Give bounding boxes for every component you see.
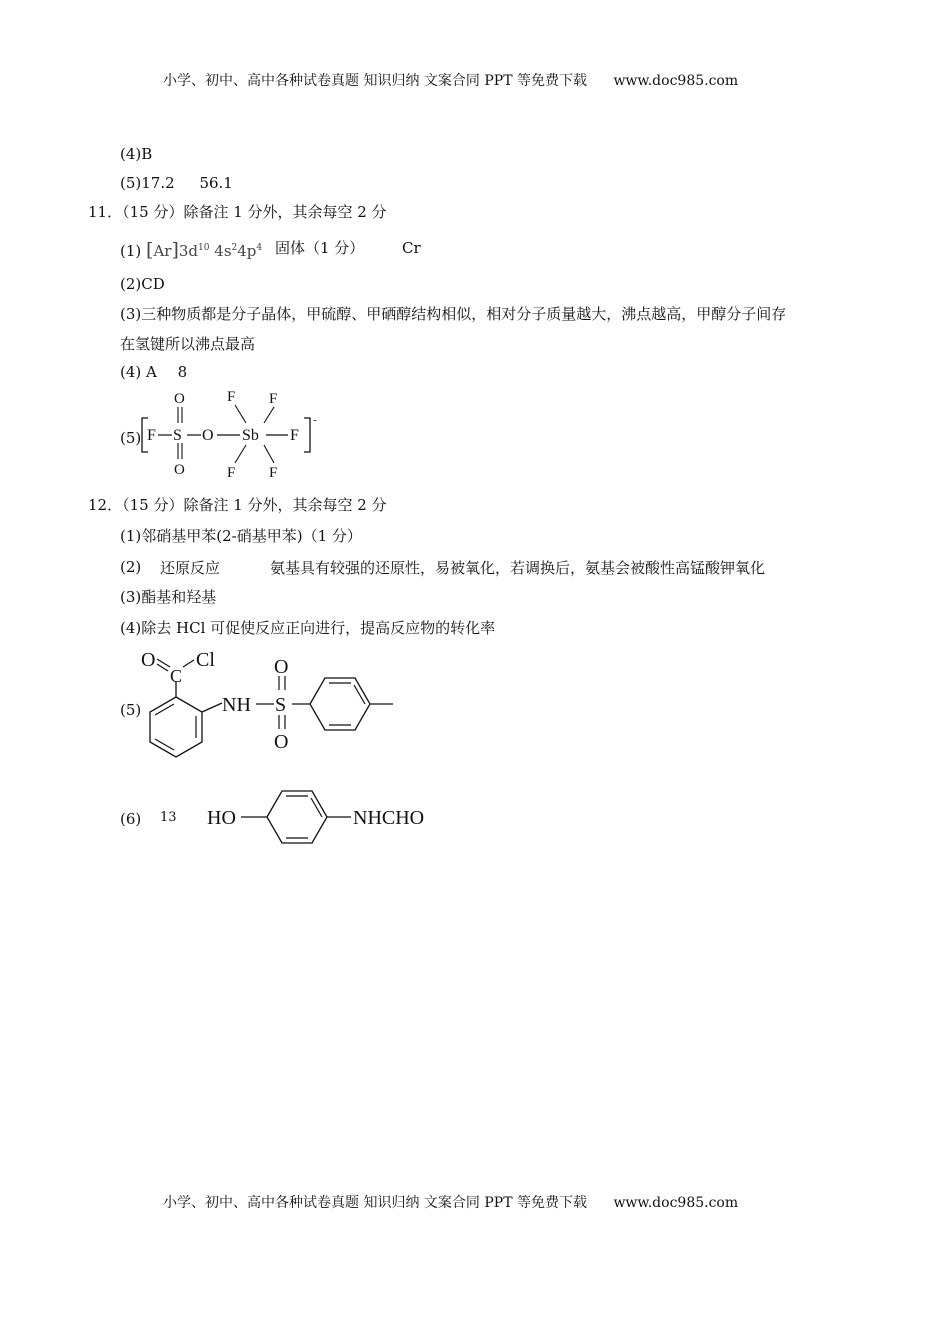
footer-text: 小学、初中、高中各种试卷真题 知识归纳 文案合同 PPT 等免费下载 bbox=[163, 1195, 587, 1211]
struct-s: S bbox=[173, 427, 182, 444]
header-text: 小学、初中、高中各种试卷真题 知识归纳 文案合同 PPT 等免费下载 bbox=[163, 73, 587, 89]
footer-url: www.doc985.com bbox=[613, 1195, 739, 1211]
struct-sb: Sb bbox=[242, 427, 259, 444]
q12-part2-reason: 氨基具有较强的还原性，易被氧化，若调换后，氨基会被酸性高锰酸钾氧化 bbox=[270, 559, 766, 577]
sulfonamide-acyl-chloride-structure bbox=[138, 645, 400, 765]
struct-f-upper-left: F bbox=[227, 389, 236, 405]
q12-part2 bbox=[120, 557, 141, 577]
struct-cl: Cl bbox=[196, 649, 215, 671]
q11-part1-element: Cr bbox=[402, 239, 421, 257]
struct-f-lower-left: F bbox=[227, 465, 236, 480]
q11-part4 bbox=[120, 362, 187, 382]
struct-f-lower-right: F bbox=[269, 465, 278, 480]
q10-part4: (4)B bbox=[120, 145, 153, 163]
struct-c: C bbox=[170, 666, 183, 686]
q12-part6-label: (6) bbox=[120, 810, 142, 828]
q12-part1: (1)邻硝基甲苯(2-硝基甲苯)（1 分） bbox=[120, 527, 362, 545]
q10-part5-value2: 56.1 bbox=[199, 174, 233, 192]
q11-part4-value1: (4) A bbox=[120, 363, 157, 381]
struct-o-bottom: O bbox=[174, 462, 185, 478]
struct-f-upper-right: F bbox=[269, 391, 278, 407]
page-header bbox=[163, 70, 738, 90]
q12-part3: (3)酯基和羟基 bbox=[120, 588, 217, 606]
struct-o-bridge: O bbox=[202, 427, 214, 444]
q11-part2: (2)CD bbox=[120, 275, 165, 293]
q12-part6-count: 13 bbox=[160, 810, 177, 825]
struct-s: S bbox=[275, 694, 287, 716]
q10-part5 bbox=[120, 173, 233, 193]
q11-part4-value2: 8 bbox=[177, 363, 188, 381]
formamidophenol-structure bbox=[205, 785, 440, 849]
q11-part5-label: (5) bbox=[120, 429, 142, 447]
struct-o: O bbox=[141, 649, 156, 671]
struct-f-left: F bbox=[147, 427, 156, 444]
struct-ho: HO bbox=[207, 807, 236, 829]
struct-o-top: O bbox=[274, 656, 289, 678]
q12-part2-label: (2) bbox=[120, 558, 142, 576]
q12-part2-reaction: 还原反应 bbox=[160, 559, 221, 577]
page-footer bbox=[163, 1192, 738, 1212]
q12-part4: (4)除去 HCl 可促使反应正向进行，提高反应物的转化率 bbox=[120, 619, 496, 637]
q10-part5-value1: (5)17.2 bbox=[120, 174, 175, 192]
q11-part1-state: 固体（1 分） bbox=[275, 239, 365, 257]
struct-nhcho: NHCHO bbox=[353, 807, 425, 829]
q12-part5-label: (5) bbox=[120, 701, 142, 719]
q12-heading: 12．（15 分）除备注 1 分外，其余每空 2 分 bbox=[88, 496, 387, 514]
struct-f-right: F bbox=[290, 427, 299, 444]
q11-part3-line2: 在氢键所以沸点最高 bbox=[120, 335, 256, 353]
q11-heading: 11．（15 分）除备注 1 分外，其余每空 2 分 bbox=[88, 203, 387, 221]
electron-configuration: $[Ar]3d^{10}$ $4s^24p^4$ bbox=[146, 239, 263, 261]
q11-part1-label: (1) bbox=[120, 242, 142, 260]
struct-o-bottom: O bbox=[274, 731, 289, 753]
struct-o-top: O bbox=[174, 391, 185, 407]
struct-nh: NH bbox=[222, 694, 251, 716]
q11-part1 bbox=[120, 238, 262, 261]
header-url: www.doc985.com bbox=[613, 73, 739, 89]
q11-part3-line1: (3)三种物质都是分子晶体，甲硫醇、甲硒醇结构相似，相对分子质量越大，沸点越高，甲醇分子间存 bbox=[120, 305, 787, 323]
fluorosulfate-antimony-structure bbox=[138, 385, 328, 480]
struct-charge: - bbox=[313, 414, 317, 426]
